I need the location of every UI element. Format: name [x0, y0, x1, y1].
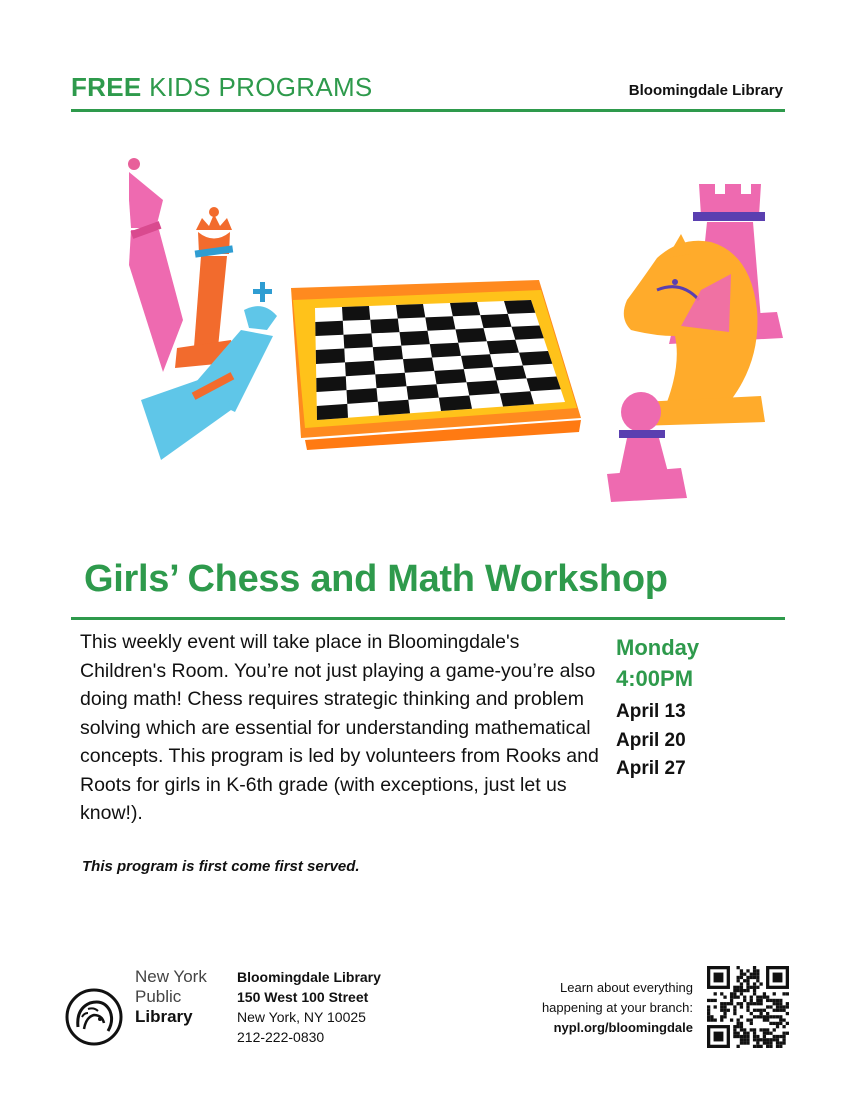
promo-url: nypl.org/bloomingdale [553, 1020, 693, 1035]
logo-wordmark [135, 967, 207, 1027]
schedule-date: April 20 [616, 729, 686, 751]
header-title-rest: KIDS PROGRAMS [141, 72, 373, 102]
title-divider [71, 617, 785, 620]
branch-promo [542, 978, 693, 1038]
logo-line-3: Library [135, 1007, 193, 1026]
chess-illustration [71, 150, 785, 510]
branch-address [237, 967, 381, 1047]
event-description: This weekly event will take place in Bloomingdale's Children's Room. You’re not just playing a game-you’re also doing math! Chess requires strategic thinking and problem solving which are essential for understanding mathematical concepts. This program is led by volunteers from Rooks and Roots for girls in K-6th grade (with exceptions, just let us know!). [80, 631, 599, 824]
queen-icon [175, 207, 237, 368]
nypl-logo [64, 965, 214, 1045]
qr-code-icon [707, 966, 789, 1048]
address-city: New York, NY 10025 [237, 1009, 366, 1025]
bishop-icon [128, 158, 183, 372]
header-branch: Bloomingdale Library [628, 82, 783, 99]
schedule-dates [616, 698, 776, 784]
header-title-free: FREE [71, 72, 142, 102]
address-street: 150 West 100 Street [237, 989, 369, 1005]
schedule-time: 4:00PM [616, 666, 694, 691]
top-divider [71, 109, 785, 112]
header-title [71, 72, 373, 103]
schedule-date: April 13 [616, 701, 686, 722]
chessboard-icon [291, 280, 581, 450]
event-title: Girls’ Chess and Math Workshop [84, 558, 668, 600]
promo-line-2: happening at your branch: [541, 1000, 693, 1015]
schedule-date: April 27 [616, 758, 686, 779]
address-phone: 212-222-0830 [237, 1029, 325, 1045]
address-name: Bloomingdale Library [237, 969, 381, 985]
promo-line-1: Learn about everything [560, 980, 693, 995]
first-come-note: This program is first come first served. [82, 858, 360, 875]
logo-line-2: Public [135, 987, 182, 1006]
schedule-day: Monday [616, 635, 700, 660]
logo-line-1: New York [135, 967, 207, 986]
lion-logo-icon [64, 987, 124, 1047]
schedule [616, 632, 776, 784]
